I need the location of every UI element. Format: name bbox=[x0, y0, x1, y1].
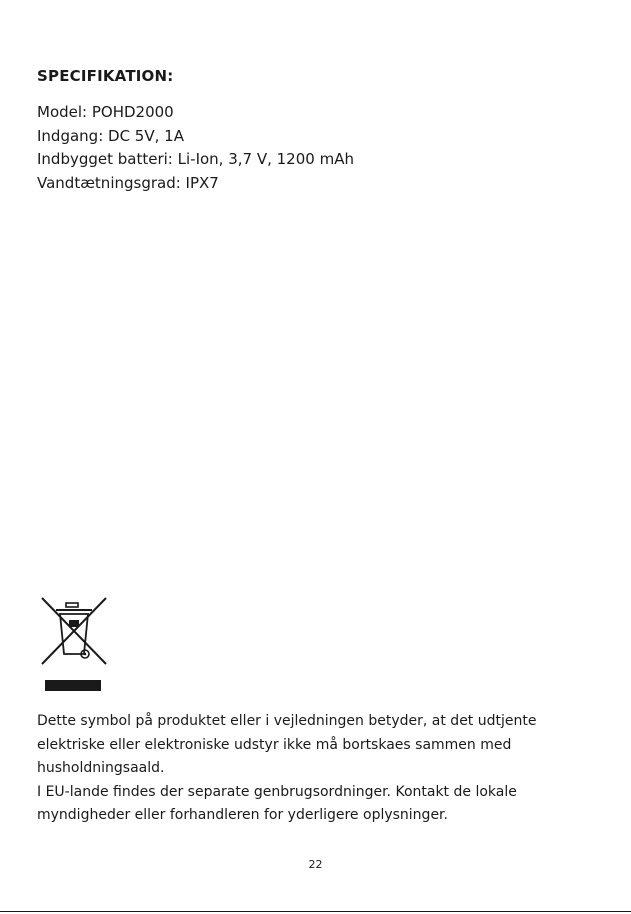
spec-model: Model: POHD2000 bbox=[37, 103, 174, 121]
spec-list bbox=[37, 101, 354, 195]
crossed-out-wheelie-bin-icon bbox=[39, 596, 109, 692]
page-number: 22 bbox=[308, 858, 323, 871]
disposal-line: I EU-lande findes der separate genbrugsordninger. Kontakt de lokale bbox=[37, 783, 517, 800]
disposal-notice bbox=[37, 710, 617, 828]
disposal-line: elektriske eller elektroniske udstyr ikke må bortskaes sammen med bbox=[37, 736, 512, 753]
spec-heading: SPECIFIKATION: bbox=[37, 67, 174, 85]
spec-input: Indgang: DC 5V, 1A bbox=[37, 126, 184, 145]
disposal-line: Dette symbol på produktet eller i vejledningen betyder, at det udtjente bbox=[37, 713, 537, 729]
disposal-line: husholdningsaald. bbox=[37, 760, 165, 777]
disposal-line: myndigheder eller forhandleren for yderligere oplysninger. bbox=[37, 807, 448, 824]
spec-battery: Indbygget batteri: Li-Ion, 3,7 V, 1200 mAh bbox=[37, 150, 354, 168]
bottom-rule bbox=[0, 911, 631, 912]
spec-waterproof-rating: Vandtætningsgrad: IPX7 bbox=[37, 173, 219, 192]
